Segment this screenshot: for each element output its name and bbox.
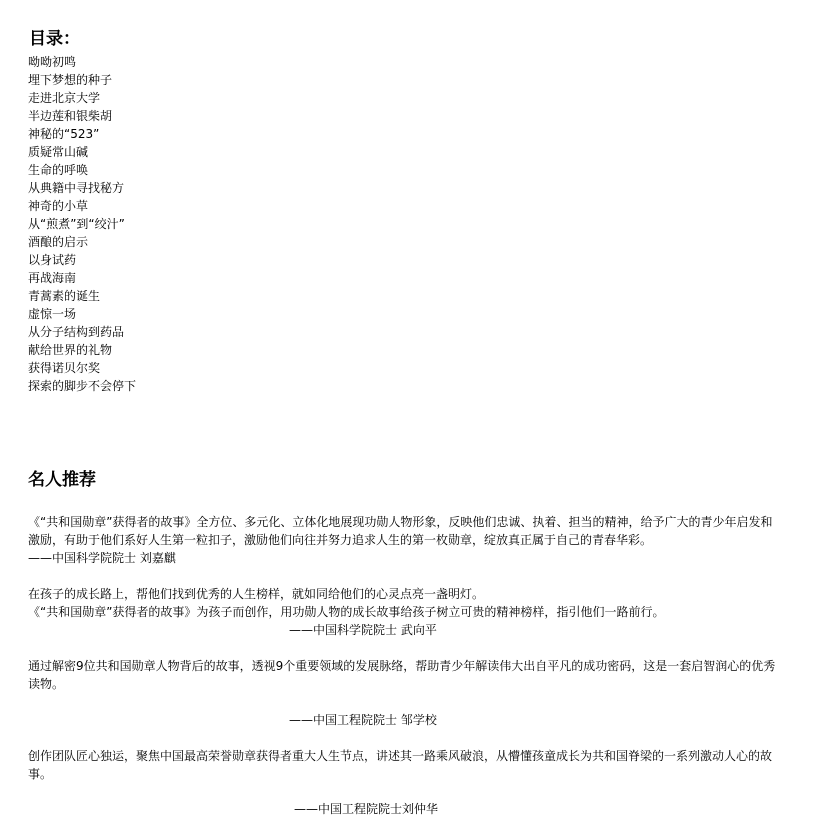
toc-item: 生命的呼唤 [28, 163, 89, 177]
recommend-paragraph-2 [28, 585, 788, 621]
recommend-paragraph-3 [28, 657, 788, 693]
toc-item: 神奇的小草 [28, 199, 89, 213]
toc-item: 走进北京大学 [28, 91, 101, 105]
toc-item: 酒酿的启示 [28, 235, 89, 249]
recommend-heading: 名人推荐 [28, 470, 96, 490]
toc-item: 获得诺贝尔奖 [28, 361, 101, 375]
paragraph-line: 读物。 [28, 677, 65, 691]
toc-item: 再战海南 [28, 271, 77, 285]
toc-item: 从典籍中寻找秘方 [28, 181, 125, 195]
toc-item: 从“煎煮”到“绞汁” [28, 217, 125, 231]
paragraph-line: 激励，有助于他们系好人生第一粒扣子，激励他们向往并努力追求人生的第一枚勋章，绽放真正属于自己的青春华彩。 [28, 533, 653, 547]
signature: ——中国科学院院士 武向平 [289, 623, 437, 637]
toc-heading: 目录： [29, 29, 80, 49]
toc-item: 探索的脚步不会停下 [28, 379, 137, 393]
recommend-paragraph-4 [28, 747, 788, 783]
toc-item: 以身试药 [28, 253, 77, 267]
paragraph-line: 事。 [28, 767, 53, 781]
paragraph-line: 通过解密9位共和国勋章人物背后的故事，透视9个重要领域的发展脉络，帮助青少年解读伟大出自平凡的成功密码，这是一套启智润心的优秀 [28, 659, 776, 673]
paragraph-line: 创作团队匠心独运，聚焦中国最高荣誉勋章获得者重大人生节点，讲述其一路乘风破浪，从懵懂孩童成长为共和国脊梁的一系列激动人心的故 [28, 749, 773, 763]
toc-list [28, 53, 136, 395]
paragraph-line: 《“共和国勋章”获得者的故事》为孩子而创作，用功勋人物的成长故事给孩子树立可贵的精神榜样，指引他们一路前行。 [28, 605, 665, 619]
toc-item: 半边莲和银柴胡 [28, 109, 113, 123]
signature: ——中国科学院院士 刘嘉麒 [28, 551, 176, 565]
signature: ——中国工程院院士刘仲华 [294, 802, 439, 816]
toc-item: 从分子结构到药品 [28, 325, 125, 339]
toc-item: 青蒿素的诞生 [28, 289, 101, 303]
signature: ——中国工程院院士 邹学校 [289, 713, 437, 727]
toc-item: 埋下梦想的种子 [28, 73, 113, 87]
paragraph-line: 《“共和国勋章”获得者的故事》全方位、多元化、立体化地展现功勋人物形象，反映他们忠诚、执着、担当的精神，给予广大的青少年启发和 [28, 515, 773, 529]
toc-item: 呦呦初鸣 [28, 55, 77, 69]
toc-item: 献给世界的礼物 [28, 343, 113, 357]
paragraph-line: 在孩子的成长路上，帮他们找到优秀的人生榜样，就如同给他们的心灵点亮一盏明灯。 [28, 587, 485, 601]
toc-item: 神秘的“523” [28, 127, 100, 141]
toc-item: 虚惊一场 [28, 307, 77, 321]
toc-item: 质疑常山碱 [28, 145, 89, 159]
recommend-paragraph-1 [28, 513, 788, 567]
